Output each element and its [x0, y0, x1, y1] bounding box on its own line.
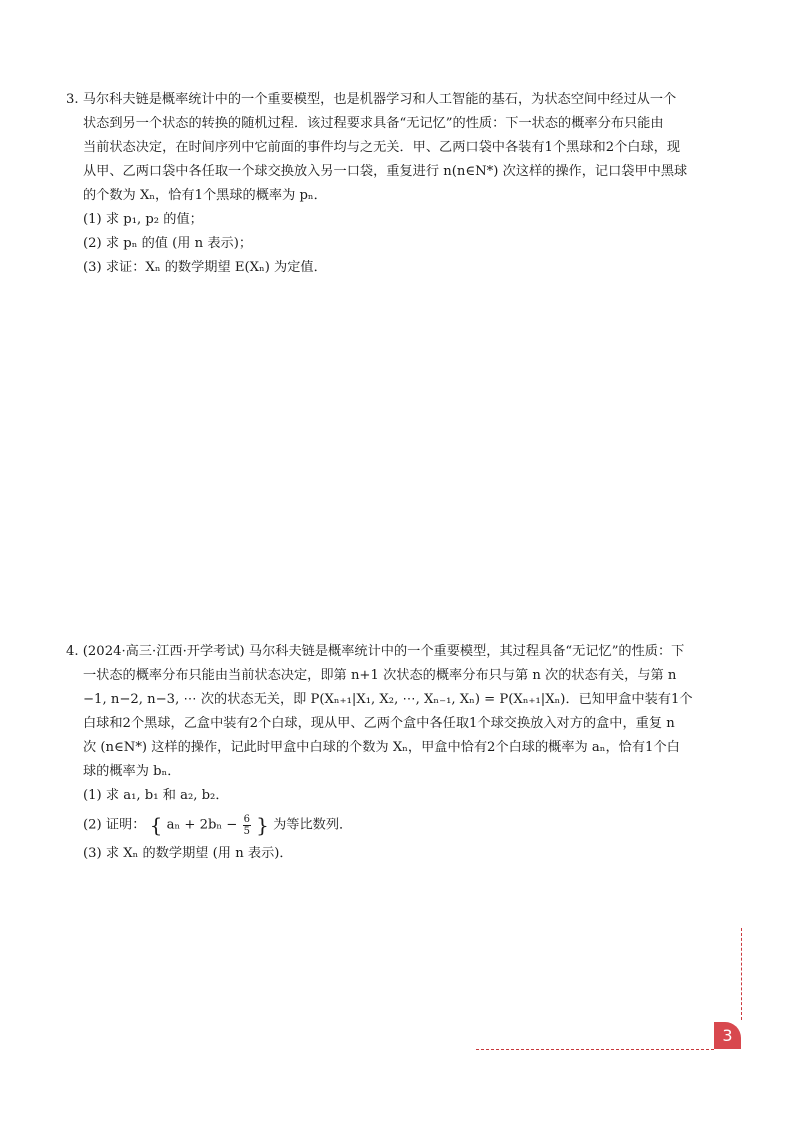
problem-3-line-3: 当前状态决定，在时间序列中它前面的事件均与之无关．甲、乙两口袋中各装有1个黑球和2个白球，现 — [83, 140, 681, 155]
problem-3-subquestion-1: (1) 求 p₁, p₂ 的值； — [83, 212, 203, 227]
problem-3-line-4: 从甲、乙两口袋中各任取一个球交换放入另一口袋，重复进行 n(n∈N*) 次这样的操作，记口袋甲中黑球 — [83, 164, 688, 179]
problem-4-line-6: 球的概率为 bₙ． — [83, 764, 181, 779]
problem-4-line-2: 一状态的概率分布只能由当前状态决定，即第 n+1 次状态的概率分布只与第 n 次的状态有关，与第 n — [83, 668, 677, 683]
problem-3-line-1: 3. 马尔科夫链是概率统计中的一个重要模型，也是机器学习和人工智能的基石，为状态空间中经过从一个 — [66, 92, 677, 107]
problem-3 — [66, 88, 746, 280]
brace-close: } — [256, 813, 269, 837]
problem-4-subquestion-1: (1) 求 a₁, b₁ 和 a₂, b₂． — [83, 788, 229, 803]
decorative-dashed-horizontal-line — [476, 1049, 714, 1050]
problem-4 — [66, 640, 746, 866]
fraction — [243, 814, 251, 837]
decorative-dashed-vertical-line — [741, 928, 742, 1020]
problem-3-line-2: 状态到另一个状态的转换的随机过程．该过程要求具备“无记忆”的性质：下一状态的概率分布只能由 — [83, 116, 664, 131]
problem-4-line-3: −1, n−2, n−3, ⋯ 次的状态无关，即 P(Xₙ₊₁|X₁, X₂, ⋯, Xₙ₋₁, Xₙ) = P(Xₙ₊₁|Xₙ)．已知甲盒中装有1个 — [83, 692, 693, 707]
fraction-numerator: 6 — [243, 813, 250, 825]
problem-4-line-5: 次 (n∈N*) 这样的操作，记此时甲盒中白球的个数为 Xₙ，甲盒中恰有2个白球的概率为 aₙ，恰有1个白 — [83, 740, 680, 755]
problem-4-subquestion-3: (3) 求 Xₙ 的数学期望 (用 n 表示)． — [83, 846, 293, 861]
brace-open: { — [149, 813, 163, 837]
subquestion-2-suffix: 为等比数列． — [273, 817, 353, 833]
problem-4-line-1: 4. (2024·高三·江西·开学考试) 马尔科夫链是概率统计中的一个重要模型，其过程具备“无记忆”的性质：下 — [66, 644, 685, 659]
problem-4-line-4: 白球和2个黑球，乙盒中装有2个白球，现从甲、乙两个盒中各任取1个球交换放入对方的盒中，重复 n — [83, 716, 675, 731]
fraction-denominator: 5 — [243, 825, 250, 837]
sequence-expression: aₙ + 2bₙ − — [166, 817, 238, 833]
problem-4-subquestion-2 — [66, 808, 746, 842]
page-number-badge: 3 — [714, 1022, 741, 1049]
problem-3-line-5: 的个数为 Xₙ，恰有1个黑球的概率为 pₙ． — [83, 188, 327, 203]
problem-3-subquestion-2: (2) 求 pₙ 的值 (用 n 表示)； — [83, 236, 253, 251]
problem-3-subquestion-3: (3) 求证：Xₙ 的数学期望 E(Xₙ) 为定值． — [83, 260, 327, 275]
subquestion-2-prefix: (2) 证明： — [83, 817, 146, 833]
